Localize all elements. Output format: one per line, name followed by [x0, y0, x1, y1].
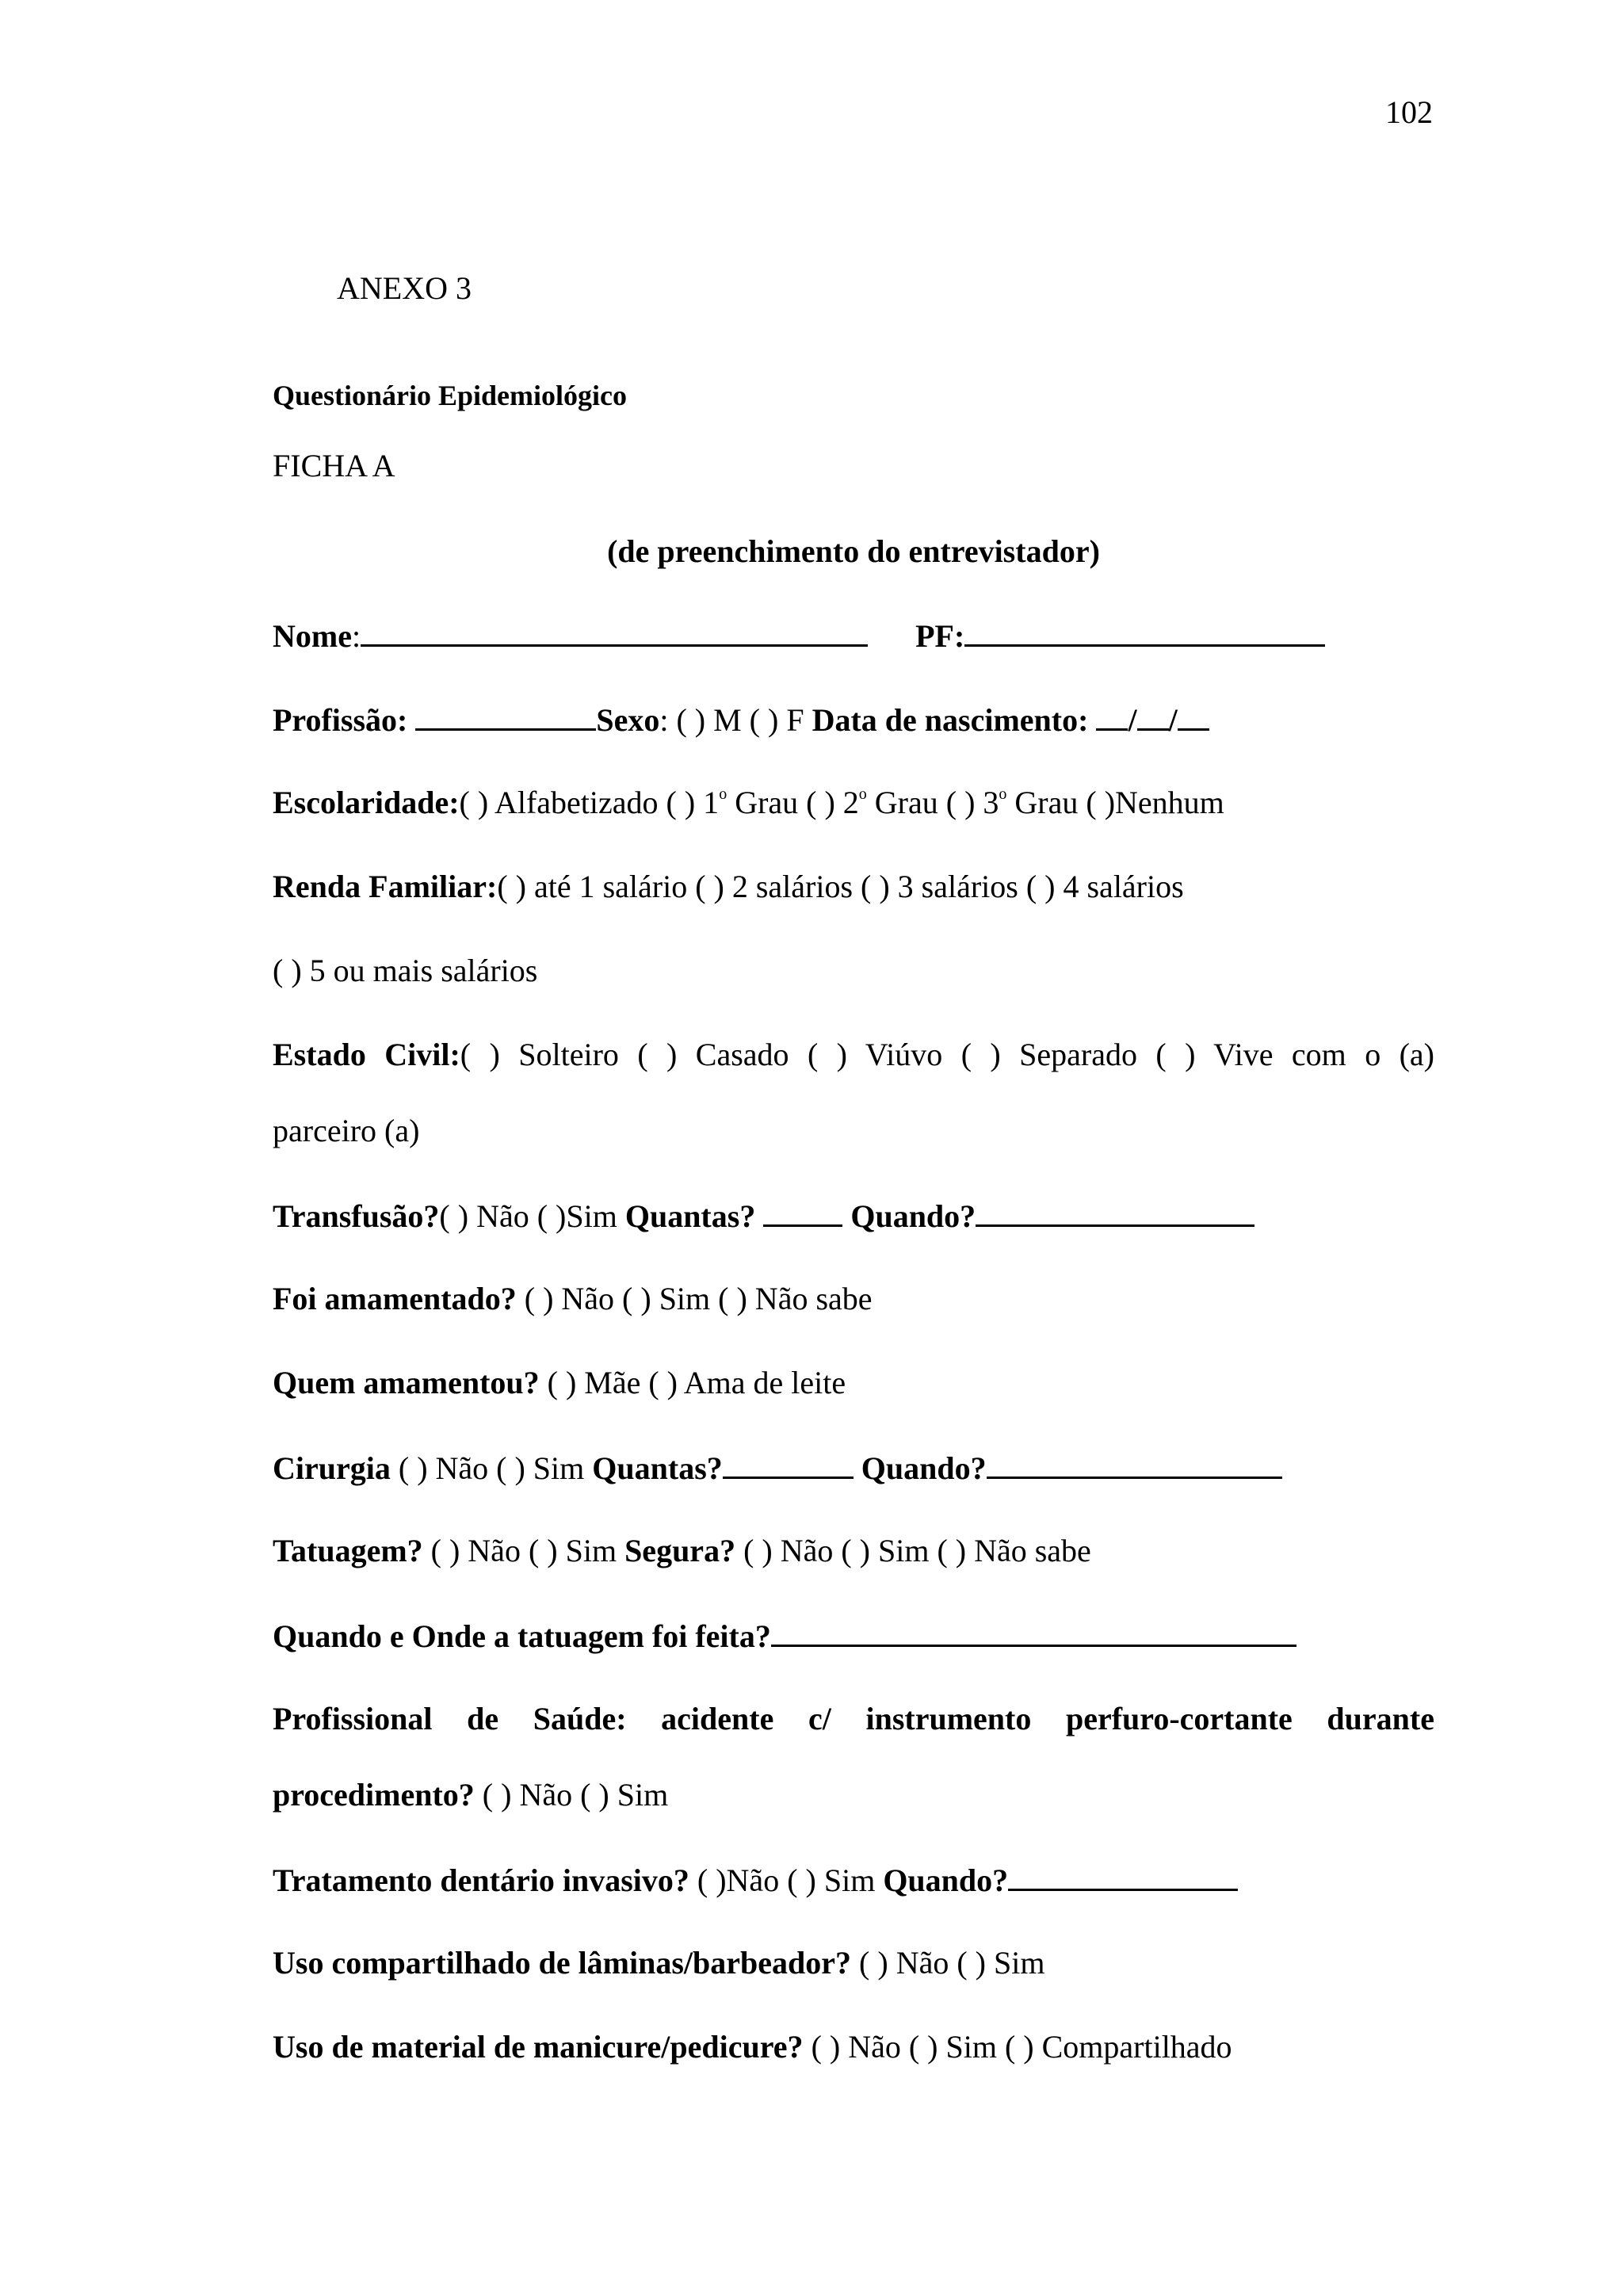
tatuagem-options[interactable]: ( ) Não ( ) Sim: [422, 1533, 625, 1568]
escolaridade-options[interactable]: ( ) Alfabetizado ( ) 1$^o$ Grau ( ) 2$^o$ Grau ( ) 3$^o$ Grau ( )Nenhum: [459, 785, 1224, 820]
row-escolaridade: [273, 784, 1434, 822]
row-renda: [273, 868, 1434, 906]
row-tratamento: [273, 1860, 1434, 1900]
procedimento-options[interactable]: ( ) Não ( ) Sim: [474, 1777, 669, 1813]
segura-options[interactable]: ( ) Não ( ) Sim ( ) Não sabe: [735, 1533, 1091, 1568]
cirurgia-label: Cirurgia: [273, 1450, 391, 1486]
data-separator: /: [1168, 702, 1178, 738]
profissao-label: Profissão:: [273, 702, 408, 738]
amamentado-options[interactable]: ( ) Não ( ) Sim ( ) Não sabe: [516, 1281, 873, 1316]
quem-amamentou-label: Quem amamentou?: [273, 1365, 540, 1400]
row-estado-civil: [273, 1036, 1434, 1074]
sexo-options[interactable]: : ( ) M ( ) F: [659, 702, 812, 738]
procedimento-label: procedimento?: [273, 1777, 475, 1813]
row-quem-amamentou: [273, 1364, 1434, 1402]
estado-civil-label: Estado Civil:: [273, 1037, 460, 1072]
data-mes-field[interactable]: [1137, 700, 1169, 731]
transfusao-quando-field[interactable]: [976, 1196, 1254, 1227]
manicure-label: Uso de material de manicure/pedicure?: [273, 2029, 804, 2065]
form-subtitle: (de preenchimento do entrevistador): [607, 533, 1100, 569]
renda-label: Renda Familiar:: [273, 869, 498, 904]
row-amamentado: [273, 1280, 1434, 1318]
tratamento-label: Tratamento dentário invasivo?: [273, 1862, 689, 1898]
row-cirurgia: [273, 1448, 1434, 1488]
annex-title: ANEXO 3: [337, 270, 472, 306]
page-number: 102: [1385, 94, 1433, 130]
quando-label: Quando?: [883, 1862, 1009, 1898]
quem-amamentou-options[interactable]: ( ) Mãe ( ) Ama de leite: [539, 1365, 846, 1400]
amamentado-label: Foi amamentado?: [273, 1281, 517, 1316]
renda-options[interactable]: ( ) até 1 salário ( ) 2 salários ( ) 3 salários ( ) 4 salários: [497, 869, 1184, 904]
row-procedimento: [273, 1776, 1434, 1814]
row-estado-civil-cont: [273, 1112, 1434, 1150]
quando-onde-label: Quando e Onde a tatuagem foi feita?: [273, 1618, 771, 1654]
quantas-label: Quantas?: [592, 1450, 723, 1486]
cirurgia-quantas-field[interactable]: [723, 1448, 854, 1479]
quando-onde-field[interactable]: [771, 1616, 1296, 1647]
laminas-options[interactable]: ( ) Não ( ) Sim: [851, 1945, 1045, 1981]
quantas-label: Quantas?: [624, 1198, 756, 1234]
data-dia-field[interactable]: [1096, 700, 1128, 731]
sexo-label: Sexo: [596, 702, 660, 738]
row-transfusao: [273, 1196, 1434, 1236]
row-tatuagem: [273, 1532, 1434, 1570]
profissional-label: Profissional de Saúde: acidente c/ instrumento perfuro-cortante durante: [273, 1701, 1434, 1736]
quando-label: Quando?: [861, 1450, 987, 1486]
quando-label: Quando?: [850, 1198, 976, 1234]
nome-label: Nome: [273, 618, 352, 654]
nome-separator: :: [351, 618, 361, 654]
row-manicure: [273, 2028, 1434, 2066]
row-laminas: [273, 1944, 1434, 1982]
tratamento-options[interactable]: ( )Não ( ) Sim: [689, 1862, 884, 1898]
renda-options-cont[interactable]: ( ) 5 ou mais salários: [273, 953, 538, 988]
pf-field[interactable]: [964, 616, 1325, 647]
form-label: FICHA A: [273, 448, 395, 483]
manicure-options[interactable]: ( ) Não ( ) Sim ( ) Compartilhado: [803, 2029, 1232, 2065]
nome-field[interactable]: [361, 616, 868, 647]
questionnaire-title: Questionário Epidemiológico: [273, 380, 628, 411]
row-nome: [273, 616, 1434, 655]
estado-civil-options-cont[interactable]: parceiro (a): [273, 1113, 420, 1148]
data-nascimento-label: Data de nascimento:: [812, 702, 1089, 738]
transfusao-options[interactable]: ( ) Não ( )Sim: [439, 1198, 625, 1234]
pf-label: PF:: [915, 618, 965, 654]
cirurgia-options[interactable]: ( ) Não ( ) Sim: [390, 1450, 593, 1486]
row-quando-onde: [273, 1616, 1434, 1656]
laminas-label: Uso compartilhado de lâminas/barbeador?: [273, 1945, 852, 1981]
data-ano-field[interactable]: [1178, 700, 1209, 731]
data-separator: /: [1128, 702, 1137, 738]
transfusao-quantas-field[interactable]: [763, 1196, 842, 1227]
row-renda-cont: [273, 952, 1434, 990]
estado-civil-options[interactable]: ( ) Solteiro ( ) Casado ( ) Viúvo ( ) Separado ( ) Vive com o (a): [460, 1037, 1435, 1072]
transfusao-label: Transfusão?: [273, 1198, 440, 1234]
escolaridade-label: Escolaridade:: [273, 785, 460, 820]
row-profissao: [273, 700, 1434, 739]
segura-label: Segura?: [624, 1533, 736, 1568]
tatuagem-label: Tatuagem?: [273, 1533, 423, 1568]
profissao-field[interactable]: [415, 700, 596, 731]
row-profissional: [273, 1700, 1434, 1738]
tratamento-quando-field[interactable]: [1008, 1860, 1238, 1891]
cirurgia-quando-field[interactable]: [987, 1448, 1282, 1479]
